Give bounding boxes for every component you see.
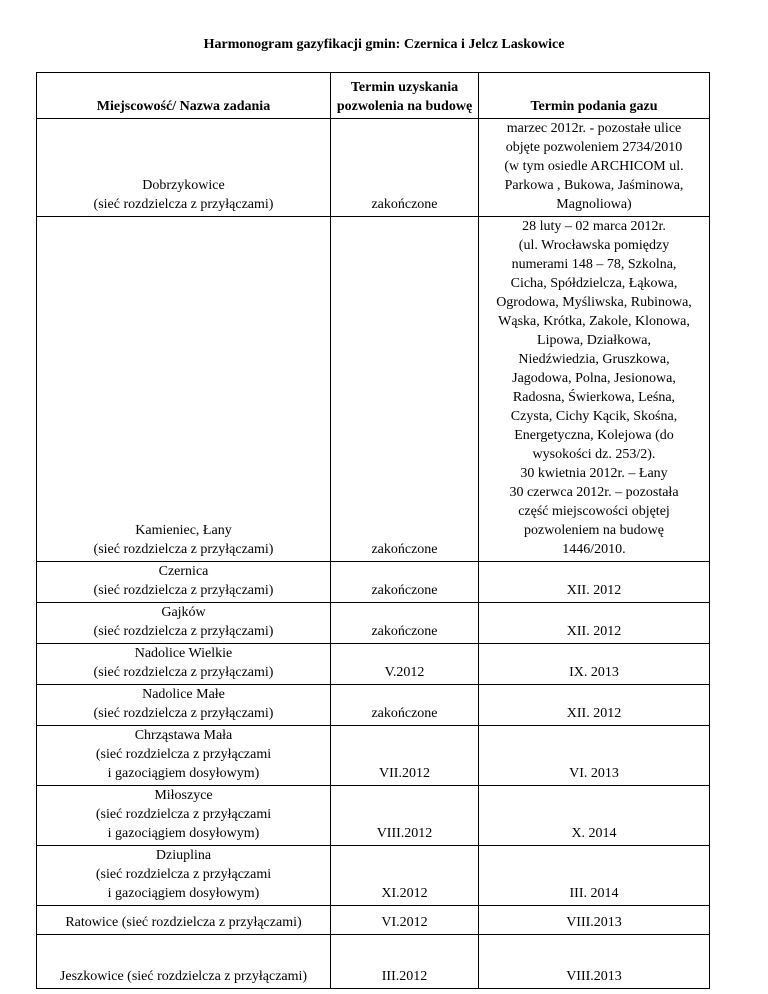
table-row	[37, 603, 710, 644]
header-row	[37, 73, 710, 119]
place-cell: Chrząstawa Mała (sieć rozdzielcza z przyłączami i gazociągiem dosyłowym)	[37, 726, 331, 786]
table-row	[37, 935, 710, 989]
table-row	[37, 726, 710, 786]
gas-cell: XII. 2012	[479, 603, 710, 644]
table-row	[37, 846, 710, 906]
permit-cell: zakończone	[331, 603, 479, 644]
gas-cell: VI. 2013	[479, 726, 710, 786]
permit-cell: VIII.2012	[331, 786, 479, 846]
place-cell: Czernica (sieć rozdzielcza z przyłączami)	[37, 562, 331, 603]
gas-cell: XII. 2012	[479, 685, 710, 726]
gas-cell: marzec 2012r. - pozostałe ulice objęte pozwoleniem 2734/2010 (w tym osiedle ARCHICOM ul. Parkowa , Bukowa, Jaśminowa, Magnoliowa)	[479, 119, 710, 217]
gasification-schedule-table	[36, 72, 710, 989]
table-row	[37, 786, 710, 846]
permit-cell: XI.2012	[331, 846, 479, 906]
table-row	[37, 562, 710, 603]
permit-cell: V.2012	[331, 644, 479, 685]
permit-cell: zakończone	[331, 119, 479, 217]
place-cell: Dziuplina (sieć rozdzielcza z przyłączami i gazociągiem dosyłowym)	[37, 846, 331, 906]
table-row	[37, 685, 710, 726]
gas-cell: VIII.2013	[479, 935, 710, 989]
gas-cell: III. 2014	[479, 846, 710, 906]
place-cell: Ratowice (sieć rozdzielcza z przyłączami)	[37, 906, 331, 935]
header-permit-date: Termin uzyskania pozwolenia na budowę	[331, 73, 479, 119]
permit-cell: zakończone	[331, 562, 479, 603]
gas-cell: XII. 2012	[479, 562, 710, 603]
header-place: Miejscowość/ Nazwa zadania	[37, 73, 331, 119]
place-cell: Nadolice Wielkie (sieć rozdzielcza z przyłączami)	[37, 644, 331, 685]
permit-cell: VII.2012	[331, 726, 479, 786]
place-cell: Miłoszyce (sieć rozdzielcza z przyłączami i gazociągiem dosyłowym)	[37, 786, 331, 846]
table-row	[37, 644, 710, 685]
header-gas-date: Termin podania gazu	[479, 73, 710, 119]
place-cell: Kamieniec, Łany (sieć rozdzielcza z przyłączami)	[37, 217, 331, 562]
gas-cell: IX. 2013	[479, 644, 710, 685]
table-row	[37, 217, 710, 562]
permit-cell: zakończone	[331, 217, 479, 562]
permit-cell: VI.2012	[331, 906, 479, 935]
place-cell: Jeszkowice (sieć rozdzielcza z przyłączami)	[37, 935, 331, 989]
gas-cell: X. 2014	[479, 786, 710, 846]
table-row	[37, 906, 710, 935]
document-title: Harmonogram gazyfikacji gmin: Czernica i Jelcz Laskowice	[203, 37, 565, 52]
permit-cell: III.2012	[331, 935, 479, 989]
gas-cell: VIII.2013	[479, 906, 710, 935]
place-cell: Nadolice Małe (sieć rozdzielcza z przyłączami)	[37, 685, 331, 726]
table-row	[37, 119, 710, 217]
permit-cell: zakończone	[331, 685, 479, 726]
place-cell: Gajków (sieć rozdzielcza z przyłączami)	[37, 603, 331, 644]
place-cell: Dobrzykowice (sieć rozdzielcza z przyłączami)	[37, 119, 331, 217]
gas-cell: 28 luty – 02 marca 2012r. (ul. Wrocławska pomiędzy numerami 148 – 78, Szkolna, Cicha, Spółdzielcza, Łąkowa, Ogrodowa, Myśliwska, Rubinowa, Wąska, Krótka, Zakole, Klonowa, Lipowa, Działkowa, Niedźwiedzia, Gruszkowa, Jagodowa, Polna, Jesionowa, Radosna, Świerkowa, Leśna, Czysta, Cichy Kącik, Skośna, Energetyczna, Kolejowa (do wysokości dz. 253/2). 30 kwietnia 2012r. – Łany 30 czerwca 2012r. – pozostała część miejscowości objętej pozwoleniem na budowę 1446/2010.	[479, 217, 710, 562]
